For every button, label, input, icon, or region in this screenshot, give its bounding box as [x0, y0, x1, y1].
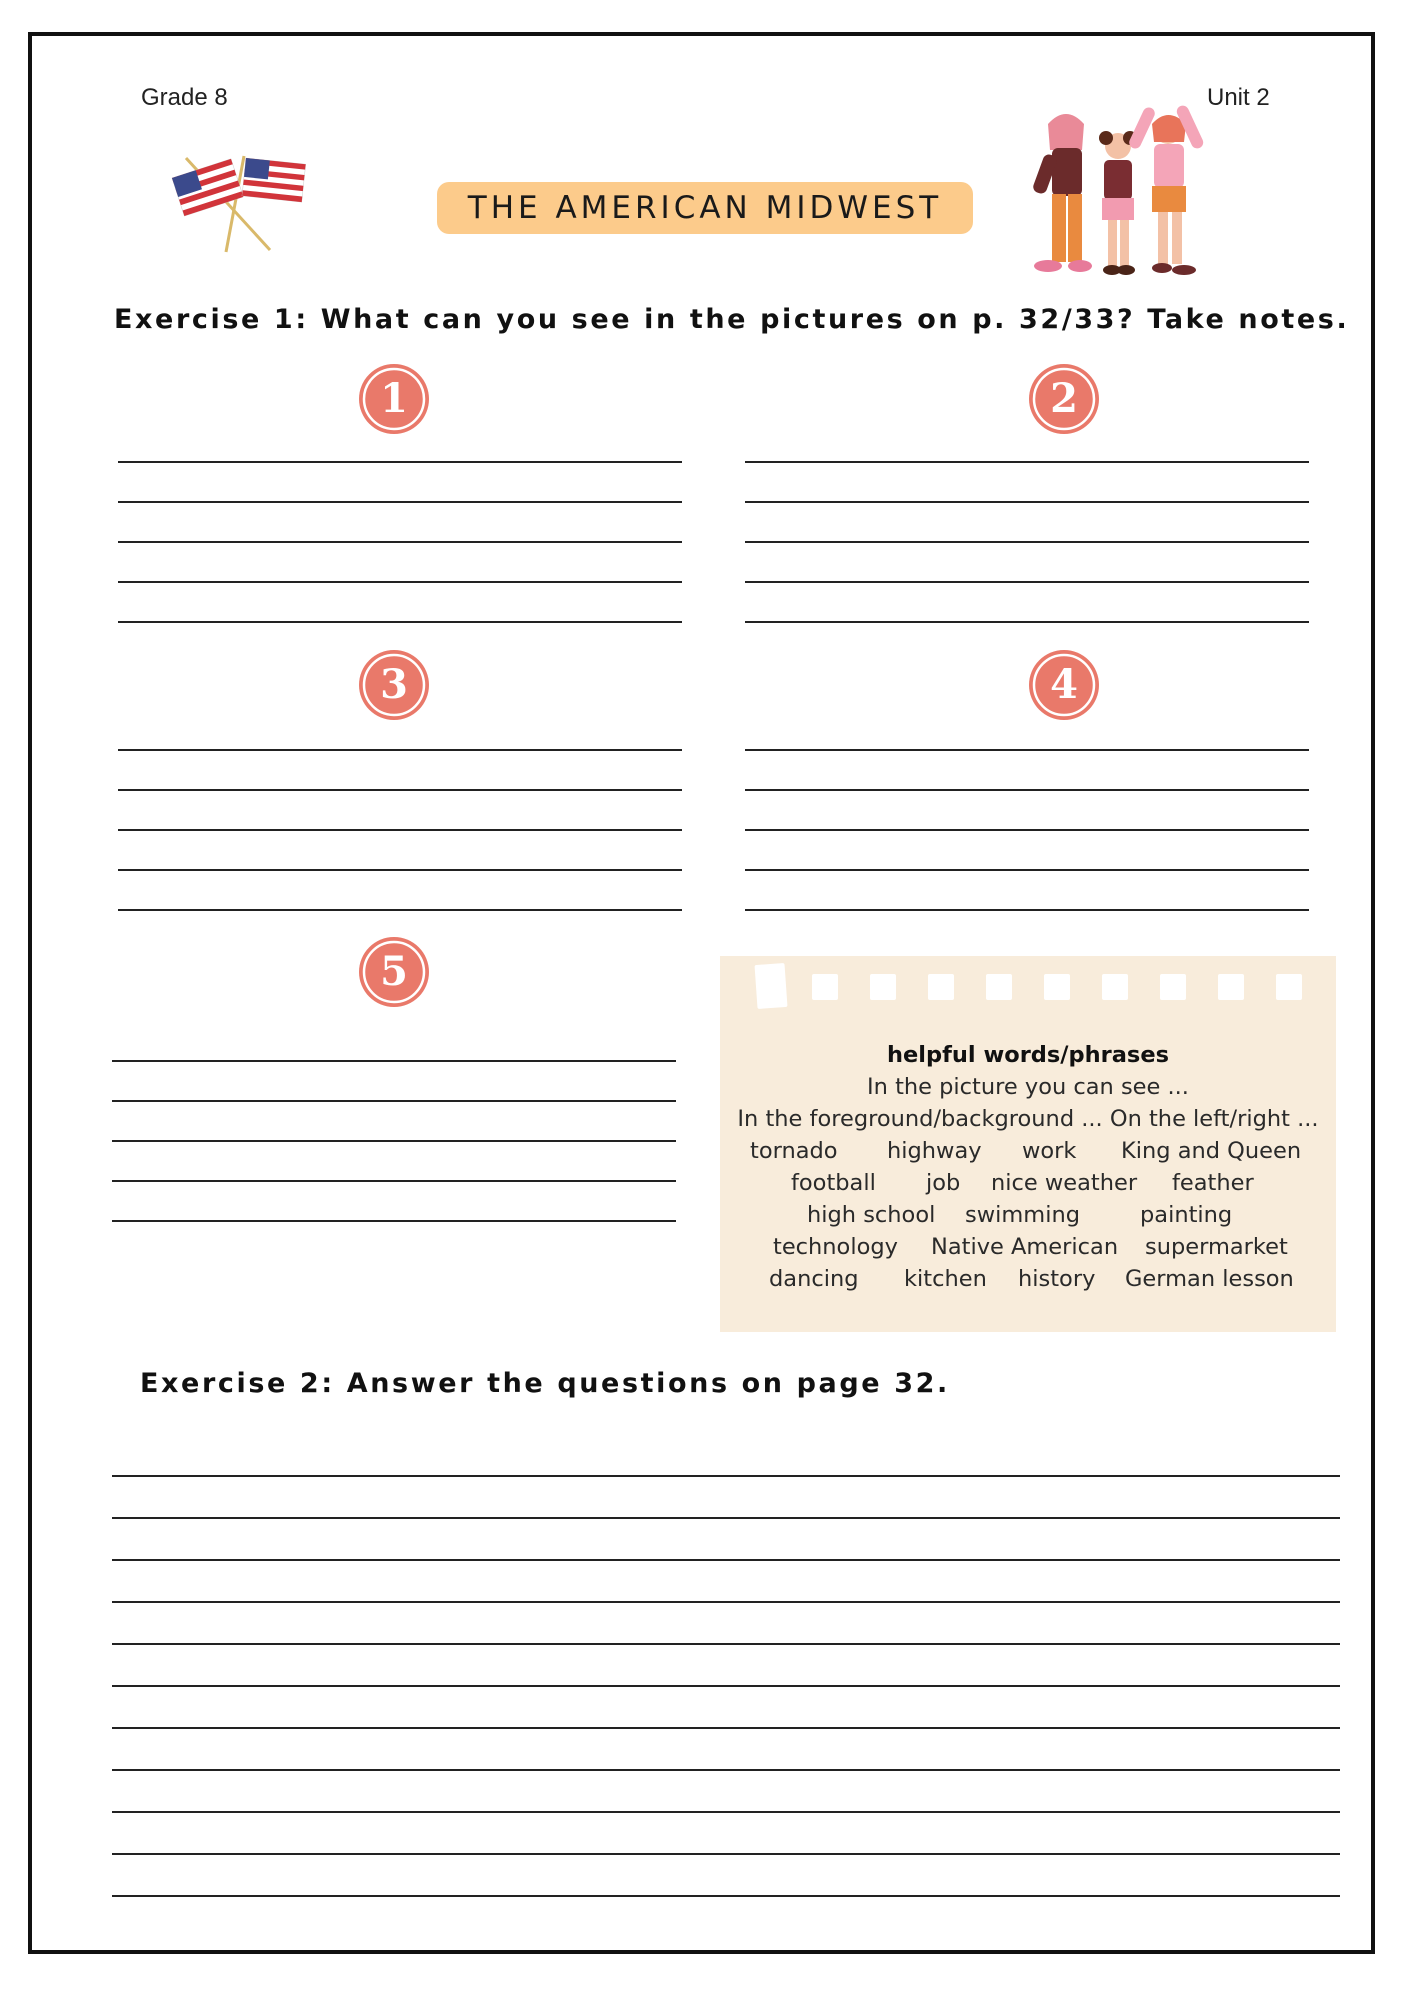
answer-line[interactable]: [112, 1895, 1340, 1897]
writing-line[interactable]: [745, 621, 1309, 623]
writing-line[interactable]: [118, 581, 682, 583]
writing-line[interactable]: [118, 501, 682, 503]
helpful-word: job: [926, 1170, 961, 1196]
writing-line[interactable]: [112, 1100, 676, 1102]
word-row: [720, 1234, 1336, 1264]
word-row: [720, 1138, 1336, 1168]
picture-1-number: 1: [380, 375, 408, 422]
helpful-word: German lesson: [1125, 1266, 1294, 1292]
helpful-phrase: In the foreground/background ... On the left/right ...: [737, 1106, 1319, 1132]
answer-line[interactable]: [112, 1559, 1340, 1561]
writing-line[interactable]: [745, 501, 1309, 503]
writing-line[interactable]: [118, 461, 682, 463]
picture-3-number: 3: [380, 661, 408, 708]
helpful-word: painting: [1140, 1202, 1233, 1228]
word-row: [720, 1170, 1336, 1200]
helpful-word: tornado: [750, 1138, 838, 1164]
picture-4-number: 4: [1050, 661, 1078, 708]
picture-3-badge: [357, 648, 431, 722]
writing-line[interactable]: [745, 461, 1309, 463]
helpful-word: highway: [887, 1138, 982, 1164]
exercise-1-prompt: Exercise 1: What can you see in the pictures on p. 32/33? Take notes.: [114, 304, 1350, 335]
writing-line[interactable]: [745, 749, 1309, 751]
helpful-word: history: [1018, 1266, 1096, 1292]
writing-line[interactable]: [118, 541, 682, 543]
helpful-word: kitchen: [904, 1266, 987, 1292]
answer-line[interactable]: [112, 1853, 1340, 1855]
picture-5-number: 5: [380, 948, 408, 995]
writing-line[interactable]: [745, 581, 1309, 583]
writing-line[interactable]: [112, 1220, 676, 1222]
writing-line[interactable]: [745, 909, 1309, 911]
picture-4-badge: [1027, 648, 1101, 722]
answer-line[interactable]: [112, 1643, 1340, 1645]
answer-line[interactable]: [112, 1517, 1340, 1519]
helpful-word: swimming: [965, 1202, 1081, 1228]
writing-line[interactable]: [745, 869, 1309, 871]
word-row: [720, 1266, 1336, 1296]
writing-line[interactable]: [112, 1180, 676, 1182]
writing-line[interactable]: [118, 909, 682, 911]
helpful-word: high school: [807, 1202, 936, 1228]
answer-line[interactable]: [112, 1727, 1340, 1729]
worksheet-title: THE AMERICAN MIDWEST: [437, 182, 973, 234]
picture-2-badge: [1027, 362, 1101, 436]
writing-line[interactable]: [112, 1140, 676, 1142]
writing-line[interactable]: [745, 541, 1309, 543]
answer-line[interactable]: [112, 1811, 1340, 1813]
helpful-word: technology: [773, 1234, 898, 1260]
writing-line[interactable]: [118, 749, 682, 751]
unit-label: Unit 2: [1207, 84, 1270, 111]
picture-5-badge: [357, 935, 431, 1009]
helpful-word: supermarket: [1145, 1234, 1288, 1260]
helpful-phrase: In the picture you can see ...: [867, 1074, 1189, 1100]
helpful-words-note: [720, 956, 1336, 1332]
grade-label: Grade 8: [141, 84, 228, 111]
helpful-words-heading: helpful words/phrases: [887, 1042, 1169, 1068]
writing-line[interactable]: [745, 789, 1309, 791]
writing-line[interactable]: [118, 789, 682, 791]
answer-line[interactable]: [112, 1475, 1340, 1477]
helpful-word: feather: [1172, 1170, 1254, 1196]
us-flags-icon: [166, 150, 308, 255]
writing-line[interactable]: [118, 869, 682, 871]
three-girls-illustration: [1018, 94, 1218, 284]
answer-line[interactable]: [112, 1685, 1340, 1687]
picture-2-number: 2: [1050, 375, 1078, 422]
writing-line[interactable]: [118, 621, 682, 623]
exercise-2-prompt: Exercise 2: Answer the questions on page 32.: [140, 1368, 950, 1399]
helpful-word: dancing: [769, 1266, 859, 1292]
helpful-word: King and Queen: [1121, 1138, 1302, 1164]
helpful-word: football: [791, 1170, 876, 1196]
answer-line[interactable]: [112, 1601, 1340, 1603]
picture-1-badge: [357, 362, 431, 436]
answer-line[interactable]: [112, 1769, 1340, 1771]
helpful-word: Native American: [931, 1234, 1119, 1260]
writing-line[interactable]: [112, 1060, 676, 1062]
word-row: [720, 1202, 1336, 1232]
helpful-word: work: [1022, 1138, 1077, 1164]
writing-line[interactable]: [745, 829, 1309, 831]
helpful-word: nice weather: [991, 1170, 1138, 1196]
writing-line[interactable]: [118, 829, 682, 831]
